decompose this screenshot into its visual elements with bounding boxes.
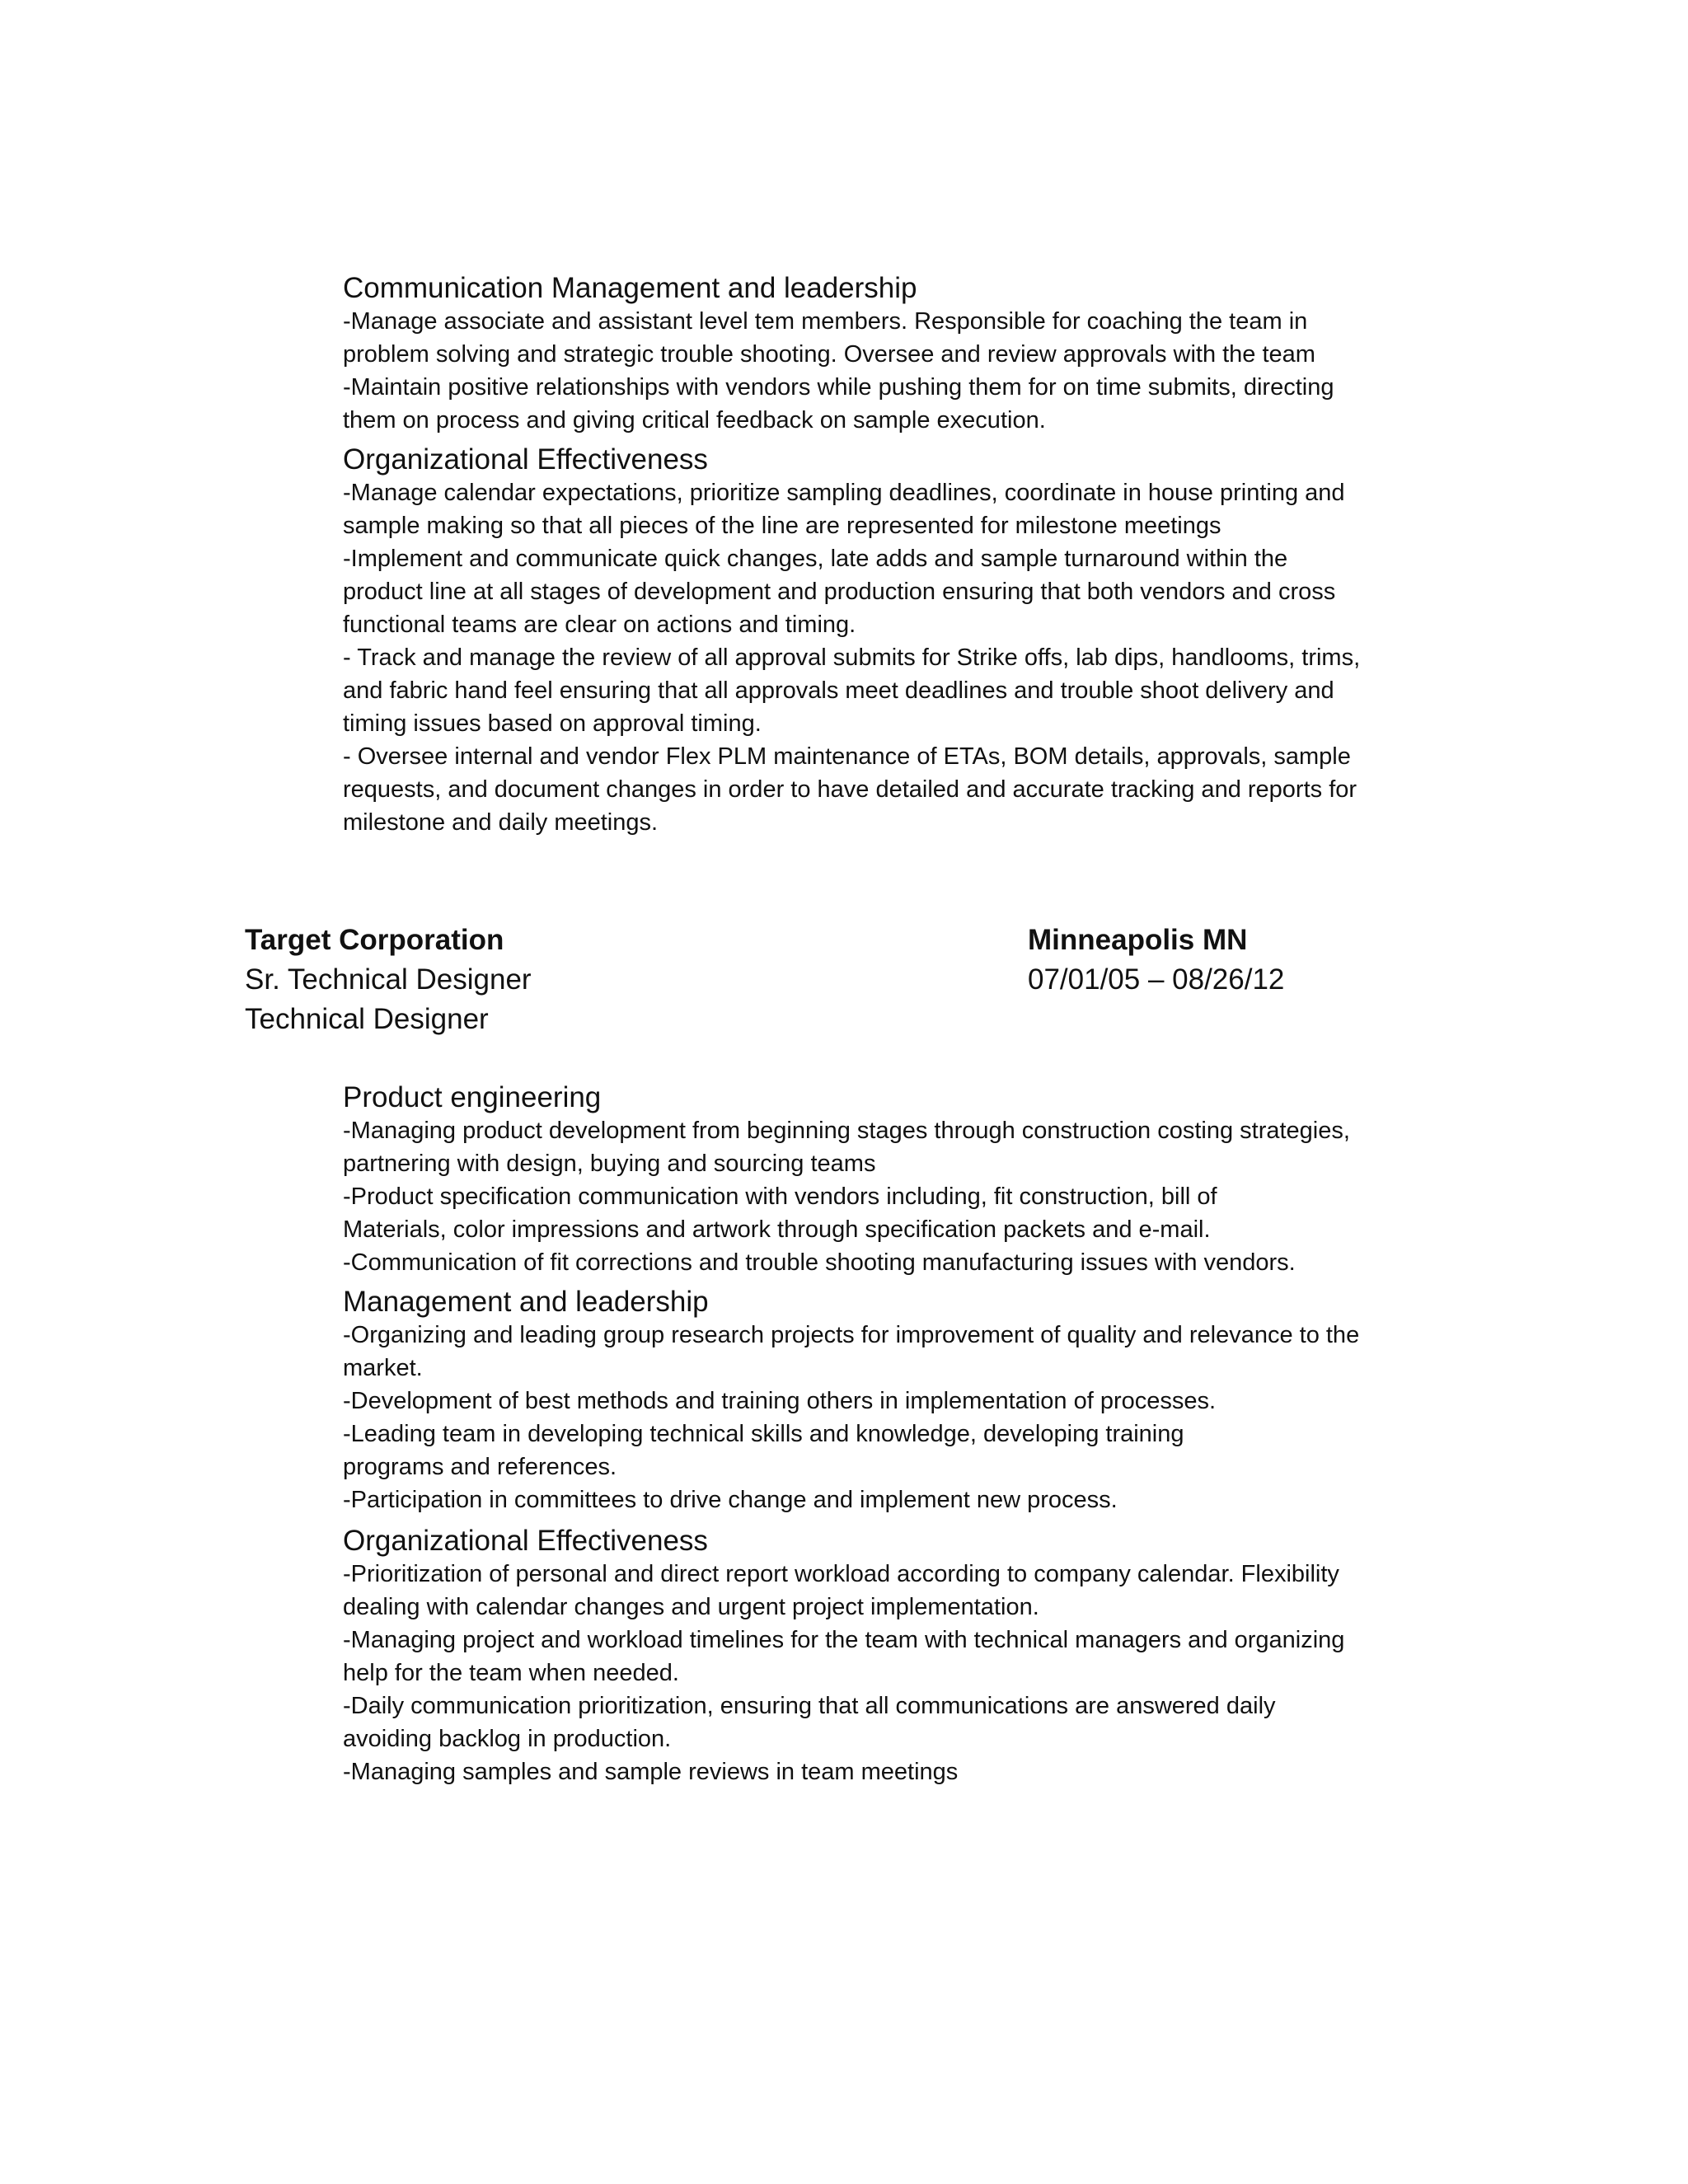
bullet-line: -Daily communication prioritization, ensuring that all communications are answered daily — [343, 1693, 1276, 1719]
bullet-line: - Oversee internal and vendor Flex PLM maintenance of ETAs, BOM details, approvals, sample — [343, 743, 1351, 770]
bullet-line: Materials, color impressions and artwork through specification packets and e-mail. — [343, 1216, 1211, 1243]
bullet-line: avoiding backlog in production. — [343, 1726, 672, 1752]
bullet-line: -Manage calendar expectations, prioritize sampling deadlines, coordinate in house printing and — [343, 480, 1345, 506]
job-location: Minneapolis MN — [1028, 924, 1248, 956]
bullet-line: -Maintain positive relationships with vendors while pushing them for on time submits, directing — [343, 374, 1334, 401]
bullet-line: help for the team when needed. — [343, 1660, 679, 1686]
section-product-engineering — [343, 1081, 1431, 1279]
bullet-line: requests, and document changes in order to have detailed and accurate tracking and reports for — [343, 776, 1357, 803]
section-heading: Organizational Effectiveness — [343, 1525, 708, 1557]
bullet-line: -Manage associate and assistant level tem members. Responsible for coaching the team in — [343, 308, 1308, 335]
bullet-line: problem solving and strategic trouble shooting. Oversee and review approvals with the team — [343, 341, 1315, 368]
bullet-line: - Track and manage the review of all approval submits for Strike offs, lab dips, handlooms, trims, — [343, 644, 1361, 671]
bullet-line: dealing with calendar changes and urgent project implementation. — [343, 1594, 1039, 1620]
bullet-line: them on process and giving critical feedback on sample execution. — [343, 407, 1046, 434]
job-dates: 07/01/05 – 08/26/12 — [1028, 963, 1285, 996]
section-organizational-effectiveness-1 — [343, 443, 1431, 839]
job-title: Technical Designer — [245, 1003, 489, 1035]
section-communication-management — [343, 272, 1431, 437]
bullet-line: -Development of best methods and training others in implementation of processes. — [343, 1388, 1217, 1414]
section-management-leadership — [343, 1286, 1431, 1516]
bullet-line: and fabric hand feel ensuring that all approvals meet deadlines and trouble shoot delivery and — [343, 677, 1334, 704]
bullet-line: -Communication of fit corrections and trouble shooting manufacturing issues with vendors. — [343, 1249, 1296, 1276]
job-title-block — [245, 921, 532, 1039]
job-location-block — [1028, 921, 1284, 1000]
bullet-line: timing issues based on approval timing. — [343, 710, 762, 737]
bullet-line: programs and references. — [343, 1454, 617, 1480]
job-title: Sr. Technical Designer — [245, 963, 532, 996]
bullet-line: -Organizing and leading group research projects for improvement of quality and relevance to the — [343, 1322, 1360, 1348]
company-name: Target Corporation — [245, 924, 504, 956]
section-heading: Organizational Effectiveness — [343, 443, 708, 476]
bullet-line: market. — [343, 1355, 423, 1381]
bullet-line: milestone and daily meetings. — [343, 809, 659, 836]
section-organizational-effectiveness-2 — [343, 1525, 1431, 1788]
bullet-line: partnering with design, buying and sourcing teams — [343, 1151, 876, 1177]
bullet-line: -Product specification communication with vendors including, fit construction, bill of — [343, 1183, 1217, 1210]
section-heading: Communication Management and leadership — [343, 272, 917, 304]
bullet-line: -Managing project and workload timelines for the team with technical managers and organizing — [343, 1627, 1345, 1653]
bullet-line: -Managing product development from beginning stages through construction costing strategies, — [343, 1118, 1350, 1144]
bullet-line: -Implement and communicate quick changes, late adds and sample turnaround within the — [343, 546, 1288, 572]
bullet-line: -Managing samples and sample reviews in team meetings — [343, 1759, 959, 1785]
bullet-line: -Prioritization of personal and direct report workload according to company calendar. Flexibility — [343, 1561, 1339, 1587]
section-heading: Product engineering — [343, 1081, 602, 1113]
section-heading: Management and leadership — [343, 1286, 709, 1318]
bullet-line: sample making so that all pieces of the line are represented for milestone meetings — [343, 513, 1221, 539]
bullet-line: product line at all stages of development and production ensuring that both vendors and cross — [343, 579, 1336, 605]
bullet-line: functional teams are clear on actions and timing. — [343, 612, 856, 638]
bullet-line: -Leading team in developing technical skills and knowledge, developing training — [343, 1421, 1184, 1447]
bullet-line: -Participation in committees to drive change and implement new process. — [343, 1487, 1118, 1513]
